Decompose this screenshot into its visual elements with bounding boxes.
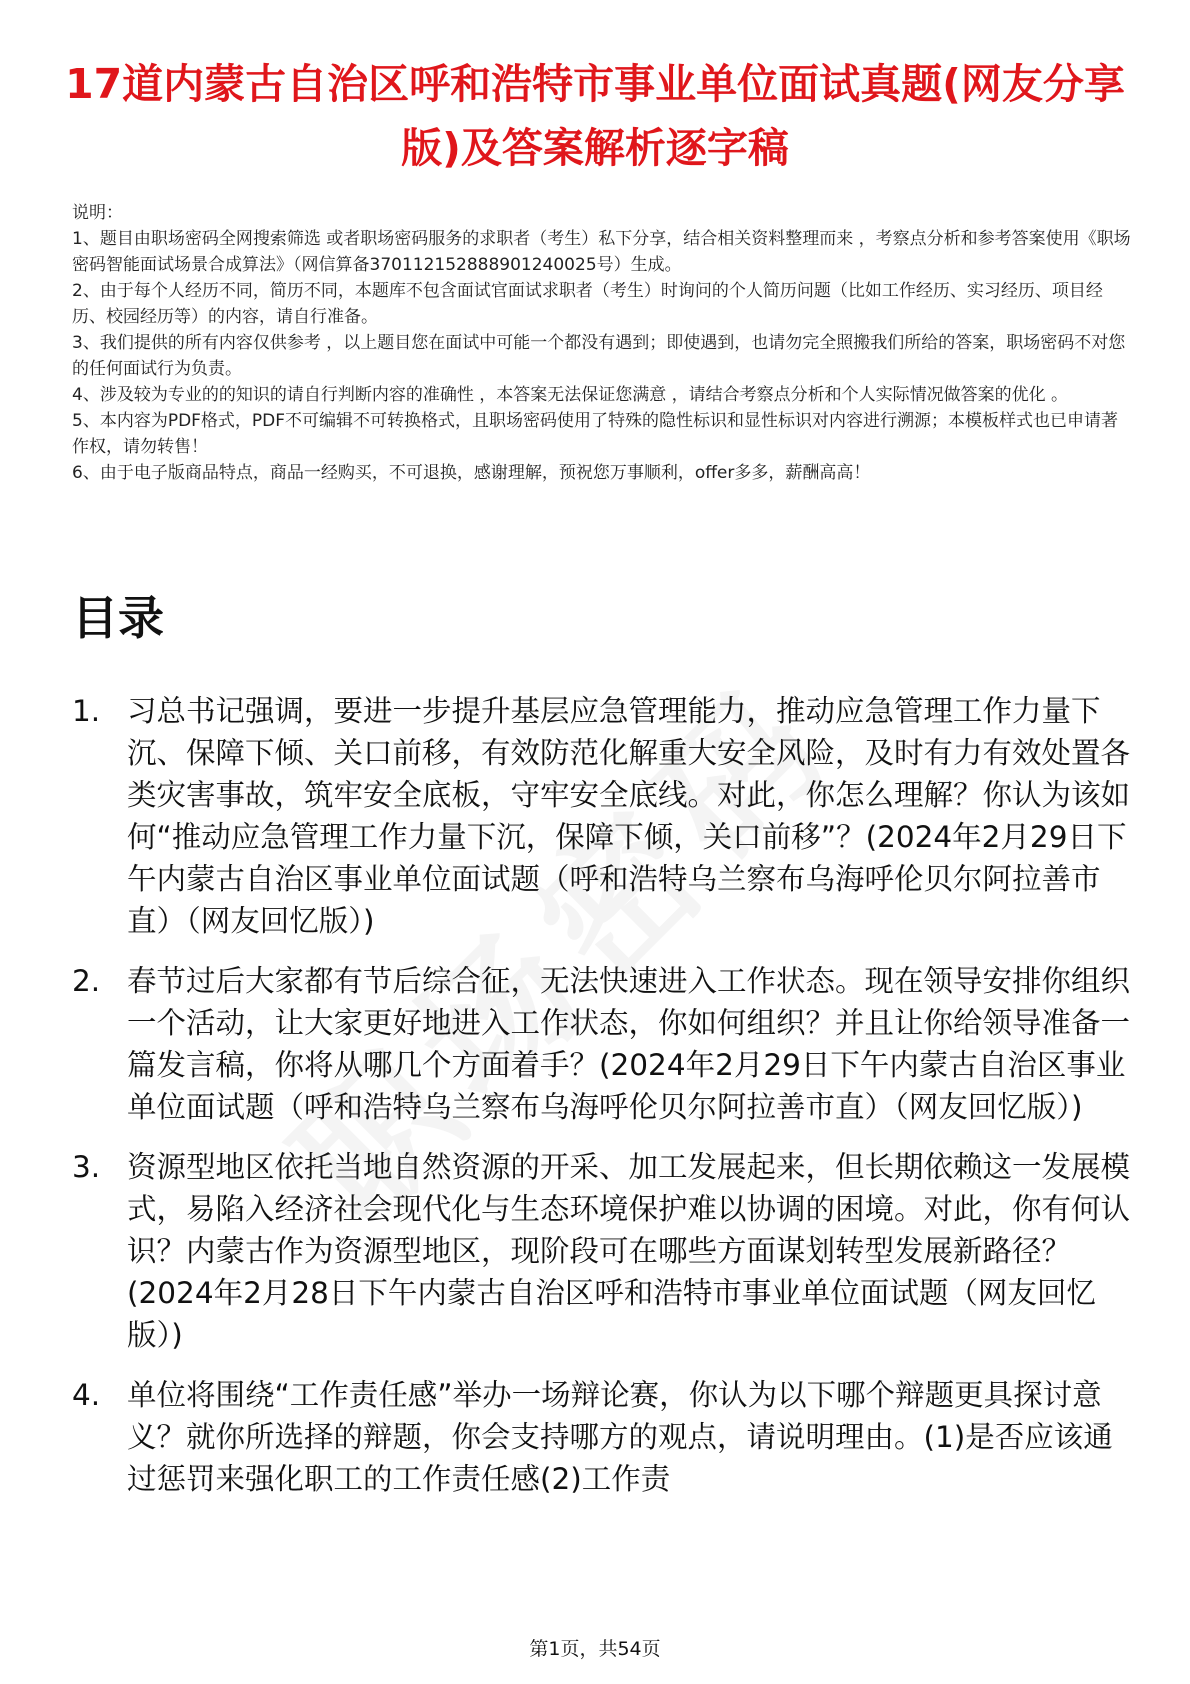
toc-item-number: 3. (72, 1150, 101, 1184)
toc-item-text: 单位将围绕“工作责任感”举办一场辩论赛，你认为以下哪个辩题更具探讨意义？就你所选择的辩题，你会支持哪方的观点，请说明理由。(1)是否应该通过惩罚来强化职工的工作责任感(2)工作责 (127, 1378, 1113, 1496)
toc-item-number: 4. (72, 1378, 101, 1412)
note-line: 说明： (72, 203, 123, 223)
toc-item[interactable] (72, 1374, 1140, 1500)
disclaimer-notes (72, 200, 1132, 486)
note-line: 3、我们提供的所有内容仅供参考 ，以上题目您在面试中可能一个都没有遇到；即使遇到，也请勿完全照搬我们所给的答案，职场密码不对您的任何面试行为负责。 (72, 333, 1126, 379)
toc-heading: 目录 (72, 591, 164, 645)
note-line: 4、涉及较为专业的的知识的请自行判断内容的准确性 ，本答案无法保证您满意 ，请结合考察点分析和个人实际情况做答案的优化 。 (72, 385, 1069, 405)
document-title: 17道内蒙古自治区呼和浩特市事业单位面试真题(网友分享版)及答案解析逐字稿 (65, 60, 1125, 172)
toc-item-number: 1. (72, 694, 101, 728)
note-line: 2、由于每个人经历不同，简历不同，本题库不包含面试官面试求职者（考生）时询问的个人简历问题（比如工作经历、实习经历、项目经历、校园经历等）的内容，请自行准备。 (72, 281, 1103, 327)
toc-item-text: 春节过后大家都有节后综合征，无法快速进入工作状态。现在领导安排你组织一个活动，让大家更好地进入工作状态，你如何组织？并且让你给领导准备一篇发言稿，你将从哪几个方面着手？(2024年2月29日下午内蒙古自治区事业单位面试题（呼和浩特乌兰察布乌海呼伦贝尔阿拉善市直）（网友回忆版）) (127, 964, 1131, 1124)
toc-item[interactable] (72, 1146, 1140, 1356)
note-line: 1、题目由职场密码全网搜索筛选 或者职场密码服务的求职者（考生）私下分享，结合相关资料整理而来 ，考察点分析和参考答案使用《职场密码智能面试场景合成算法》（网信算备370112152888901240025号）生成。 (72, 229, 1131, 275)
toc-item[interactable] (72, 960, 1140, 1128)
note-line: 5、本内容为PDF格式，PDF不可编辑不可转换格式，且职场密码使用了特殊的隐性标识和显性标识对内容进行溯源；本模板样式也已申请著作权，请勿转售！ (72, 411, 1119, 457)
toc-item[interactable] (72, 690, 1140, 942)
toc-item-text: 习总书记强调，要进一步提升基层应急管理能力，推动应急管理工作力量下沉、保障下倾、关口前移，有效防范化解重大安全风险，及时有力有效处置各类灾害事故，筑牢安全底板，守牢安全底线。对此，你怎么理解？你认为该如何“推动应急管理工作力量下沉，保障下倾，关口前移”？(2024年2月29日下午内蒙古自治区事业单位面试题（呼和浩特乌兰察布乌海呼伦贝尔阿拉善市直）（网友回忆版）) (127, 694, 1131, 938)
note-line: 6、由于电子版商品特点，商品一经购买，不可退换，感谢理解，预祝您万事顺利，offer多多，薪酬高高！ (72, 463, 871, 483)
toc-item-number: 2. (72, 964, 101, 998)
page-footer: 第1页，共54页 (529, 1638, 661, 1660)
toc-item-text: 资源型地区依托当地自然资源的开采、加工发展起来，但长期依赖这一发展模式，易陷入经济社会现代化与生态环境保护难以协调的困境。对此，你有何认识？内蒙古作为资源型地区，现阶段可在哪些方面谋划转型发展新路径？(2024年2月28日下午内蒙古自治区呼和浩特市事业单位面试题（网友回忆版）) (127, 1150, 1131, 1352)
table-of-contents (72, 690, 1140, 1518)
